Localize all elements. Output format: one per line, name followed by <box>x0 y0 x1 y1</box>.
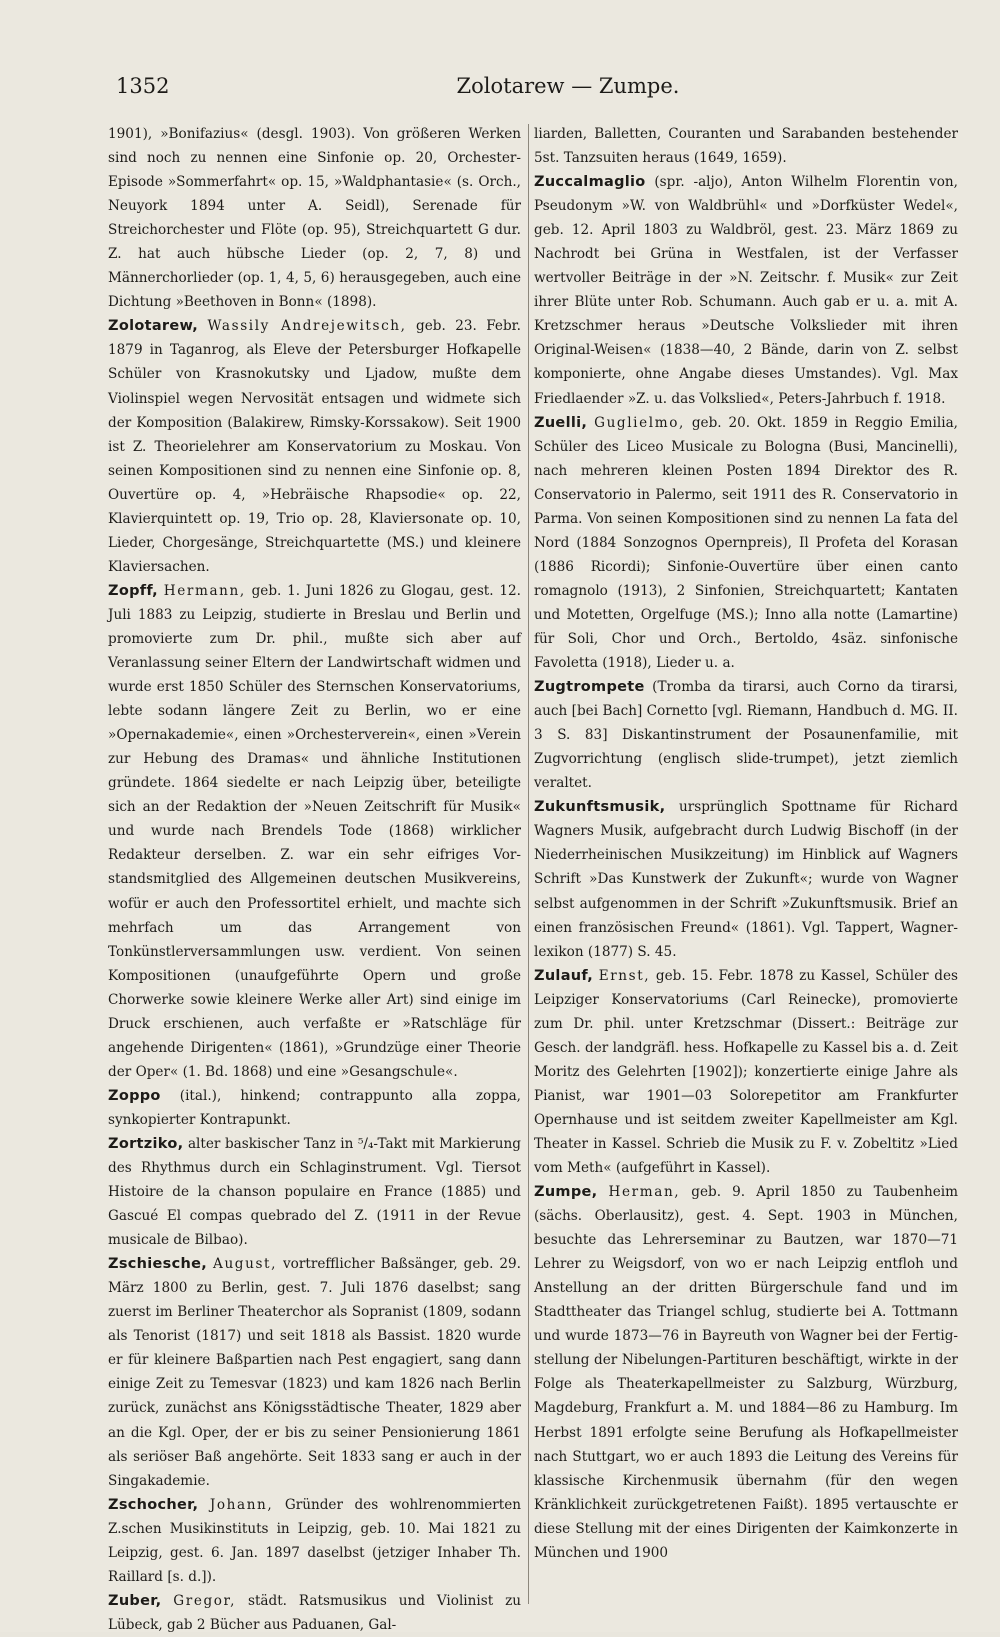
entry-text: Gründer des wohlrenommierten Z.schen Musikinstituts in Leipzig, geb. 10. Mai 1821 zu Leipzig, gest. 6. Jan. 1897 daselbst (jetziger Inhaber Th. Raillard [s. d.]). <box>108 1496 521 1585</box>
dictionary-entry-zolotarew <box>108 314 521 579</box>
dictionary-entry-zuber-cont <box>534 122 958 170</box>
dictionary-entry-zuber <box>108 1589 521 1637</box>
column-divider <box>528 124 529 1604</box>
running-title: Zolotarew — Zumpe. <box>456 74 680 98</box>
entry-given-name: Johann, <box>209 1496 274 1513</box>
entry-headword: Zschocher, <box>108 1496 199 1513</box>
entry-headword: Zortziko, <box>108 1135 184 1152</box>
entry-given-name: Ernst, <box>598 967 651 984</box>
entry-text: ursprünglich Spottname für Richard Wagners Musik, aufgebracht durch Ludwig Bischoff (in der Niederrheinischen Musikzeitung) im Hinblick auf Wagners Schrift »Das Kunstwerk der Zukunft«; wurde von Wagner selbst aufgenommen in der Schrift »Zukunftsmusik. Brief an einen französischen Freund« (1861). Vgl. Tappert, Wagner-lexikon (1877) S. 45. <box>534 799 958 960</box>
entry-given-name: Wassily Andrejewitsch, <box>207 318 407 335</box>
entry-headword: Zugtrompete <box>534 679 645 696</box>
page-number: 1352 <box>116 74 170 98</box>
left-column <box>108 122 521 1637</box>
entry-given-name: August, <box>213 1256 278 1273</box>
entry-headword: Zoppo <box>108 1087 161 1104</box>
dictionary-entry-zopff <box>108 579 521 1084</box>
dictionary-entry-zuccalmaglio <box>534 170 958 410</box>
entry-headword: Zuccalmaglio <box>534 174 646 191</box>
entry-text: (spr. -aljo), Anton Wilhelm Florentin von, Pseudonym »W. von Waldbrühl« und »Dorfküster Wedel«, geb. 12. April 1803 zu Waldbröl, gest. 23. März 1869 zu Nachrodt bei Grüna in Westfalen, ist der Verfasser wertvoller Beiträge in der »N. Zeitschr. f. Musik« zur Zeit ihrer Blüte unter Rob. Schumann. Auch gab er u. a. mit A. Kretzschmer heraus »Deutsche Volkslieder mit ihren Original-Weisen« (1838—40, 2 Bände, darin von Z. selbst komponierte, ohne Angabe dieses Umstandes). Vgl. Max Friedlaender »Z. u. das Volkslied«, Peters-Jahrbuch f. 1918. <box>534 174 958 407</box>
entry-text: vortrefflicher Baßsänger, geb. 29. März 1800 zu Berlin, gest. 7. Juli 1876 daselbst; sang zuerst im Berliner Theaterchor als Sopranist (1809, sodann als Tenorist (1817) und seit 1818 als Bassist. 1820 wurde er für kleinere Baßpartien nach Pest engagiert, sang dann einige Zeit zu Temesvar (1823) und kam 1826 nach Berlin zurück, zunächst ans Königsstädtische Theater, 1829 aber an die Kgl. Oper, der er bis zu seiner Pensionierung 1861 als seriöser Baß angehörte. Seit 1833 sang er auch in der Singakademie. <box>108 1256 521 1489</box>
entry-text: geb. 23. Febr. 1879 in Taganrog, als Eleve der Petersburger Hofkapelle Schüler von Krasnokutsky und Ljadow, mußte dem Violinspiel wegen Nervosität entsagen und widmete sich der Komposition (Balakirew, Rimsky-Korssakow). Seit 1900 ist Z. Theorielehrer am Konservatorium zu Moskau. Von seinen Kompositionen sind zu nennen eine Sinfonie op. 8, Ouvertüre op. 4, »Hebräische Rhapsodie« op. 22, Klavierquintett op. 19, Trio op. 28, Klaviersonate op. 10, Lieder, Chorgesänge, Streichquartette (MS.) und kleinere Klaviersachen. <box>108 318 521 575</box>
entry-text: geb. 1. Juni 1826 zu Glogau, gest. 12. Juli 1883 zu Leipzig, studierte in Breslau und Berlin und promovierte zum Dr. phil., mußte sich aber auf Veranlassung seiner Eltern der Landwirtschaft widmen und wurde erst 1850 Schüler des Sternschen Konservatoriums, lebte sodann längere Zeit zu Berlin, wo er eine »Opernakademie«, einen »Orchesterverein«, einen »Verein zur Hebung des Dramas« und ähnliche Institutionen gründete. 1864 siedelte er nach Leipzig über, beteiligte sich an der Redaktion der »Neuen Zeitschrift für Musik« und wurde nach Brendels Tode (1868) wirklicher Redakteur derselben. Z. war ein sehr eifriges Vorstandsmitglied des Allgemeinen deutschen Musikvereins, wofür er auch den Professortitel erhielt, und machte sich mehrfach um das Arrangement von Tonkünstlerversammlungen usw. verdient. Von seinen Kompositionen (unaufgeführte Opern und große Chorwerke sowie kleinere Werke aller Art) sind einige im Druck erschienen, auch verfaßte er »Ratschläge für angehende Dirigenten« (1861), »Grundzüge einer Theorie der Oper« (1. Bd. 1868) und eine »Gesangschule«. <box>108 582 521 1080</box>
dictionary-entry-zugtrompete <box>534 675 958 795</box>
entry-headword: Zumpe, <box>534 1184 598 1201</box>
entry-text: (ital.), hinkend; contrappunto alla zoppa, synkopierter Kontrapunkt. <box>108 1087 521 1128</box>
dictionary-entry-zuelli <box>534 411 958 676</box>
entry-text: liarden, Balletten, Couranten und Sarabanden bestehender 5st. Tanzsuiten heraus (1649, 1659). <box>534 126 958 167</box>
entry-text: geb. 15. Febr. 1878 zu Kassel, Schüler des Leipziger Konservatoriums (Carl Reinecke), promovierte zum Dr. phil. unter Kretzschmar (Dissert.: Beiträge zur Gesch. der landgräfl. hess. Hofkapelle zu Kassel bis a. d. Zeit Moritz des Gelehrten [1902]); konzertierte einige Jahre als Pianist, war 1901—03 Solorepetitor am Frankfurter Opernhause und ist seitdem zweiter Kapellmeister am Kgl. Theater in Kassel. Schrieb die Musik zu F. v. Zobeltitz »Lied vom Meth« (aufgeführt in Kassel). <box>534 967 958 1177</box>
page-header <box>116 74 940 108</box>
dictionary-entry-zulauf <box>534 964 958 1180</box>
dictionary-entry-zschiesche <box>108 1252 521 1492</box>
entry-text: 1901), »Bonifazius« (desgl. 1903). Von größeren Werken sind noch zu nennen eine Sinfonie op. 20, Orchester-Episode »Sommerfahrt« op. 15, »Waldphantasie« (s. Orch., Neuyork 1894 unter A. Seidl), Serenade für Streichorchester und Flöte (op. 95), Streichquartett G dur. Z. hat auch hübsche Lieder (op. 2, 7, 8) und Männerchorlieder (op. 1, 4, 5, 6) herausgegeben, auch eine Dichtung »Beethoven in Bonn« (1898). <box>108 126 521 311</box>
dictionary-entry-zschocher <box>108 1493 521 1589</box>
entry-headword: Zukunftsmusik, <box>534 799 666 816</box>
entry-given-name: Hermann, <box>163 582 246 599</box>
dictionary-entry-zumpe <box>534 1180 958 1565</box>
dictionary-entry-zukunftsmusik <box>534 795 958 963</box>
entry-headword: Zulauf, <box>534 967 594 984</box>
entry-headword: Zschiesche, <box>108 1256 208 1273</box>
entry-headword: Zopff, <box>108 582 158 599</box>
entry-headword: Zuber, <box>108 1592 162 1609</box>
dictionary-entry-zortziko <box>108 1132 521 1252</box>
entry-text: geb. 9. April 1850 zu Taubenheim (sächs. Oberlausitz), gest. 4. Sept. 1903 in München, besuchte das Lehrerseminar zu Bautzen, war 1870—71 Lehrer zu Weigsdorf, von wo er nach Leipzig entfloh und Anstellung an der dritten Bürgerschule fand und im Stadttheater das Triangel schlug, studierte bei A. Tottmann und wurde 1873—76 in Bayreuth von Wagner bei der Fertigstellung der Nibelungen-Partituren beschäftigt, wirkte in der Folge als Theaterkapellmeister zu Salzburg, Würzburg, Magdeburg, Frankfurt a. M. und 1884—86 zu Hamburg. Im Herbst 1891 erfolgte seine Berufung als Hofkapellmeister nach Stuttgart, wo er auch 1893 die Leitung des Vereins für klassische Kirchenmusik übernahm (für den wegen Kränklichkeit zurückgetretenen Faißt). 1895 vertauschte er diese Stellung mit der eines Dirigenten der Kaimkonzerte in München und 1900 <box>534 1184 958 1561</box>
entry-given-name: Herman, <box>608 1184 681 1201</box>
entry-text: alter baskischer Tanz in ⁵/₄-Takt mit Markierung des Rhythmus durch ein Schlaginstrument. Vgl. Tiersot Histoire de la chanson populaire en France (1885) und Gascué El compas quebrado del Z. (1911 in der Revue musicale de Bilbao). <box>108 1135 521 1249</box>
entry-headword: Zolotarew, <box>108 318 199 335</box>
entry-text: städt. Ratsmusikus und Violinist zu Lübeck, gab 2 Bücher aus Paduanen, Gal- <box>108 1592 521 1633</box>
entry-headword: Zuelli, <box>534 414 588 431</box>
dictionary-entry-zoppo <box>108 1084 521 1132</box>
dictionary-entry-bonifazius <box>108 122 521 314</box>
entry-given-name: Gregor, <box>173 1592 237 1609</box>
entry-text: geb. 20. Okt. 1859 in Reggio Emilia, Schüler des Liceo Musicale zu Bologna (Busi, Mancinelli), nach mehreren kleinen Posten 1894 Direktor des R. Conservatorio in Palermo, seit 1911 des R. Conservatorio in Parma. Von seinen Kompositionen sind zu nennen La fata del Nord (1884 Sonzognos Opernpreis), Il Profeta del Korasan (1886 Ricordi); Sinfonie-Ouvertüre über einen canto romagnolo (1913), 2 Sinfonien, Streichquartett; Kantaten und Motetten, Orgelfuge (MS.); Inno alla notte (Lamartine) für Soli, Chor und Orch., Bertoldo, 4säz. sinfonische Favoletta (1918), Lieder u. a. <box>534 414 958 672</box>
entry-given-name: Guglielmo, <box>594 414 685 431</box>
entry-text: (Tromba da tirarsi, auch Corno da tirarsi, auch [bei Bach] Cornetto [vgl. Riemann, Handbuch d. MG. II. 3 S. 83] Diskantinstrument der Posaunenfamilie, mit Zugvorrichtung (englisch slide-trumpet), jetzt ziemlich veraltet. <box>534 679 958 792</box>
right-column <box>534 122 958 1565</box>
